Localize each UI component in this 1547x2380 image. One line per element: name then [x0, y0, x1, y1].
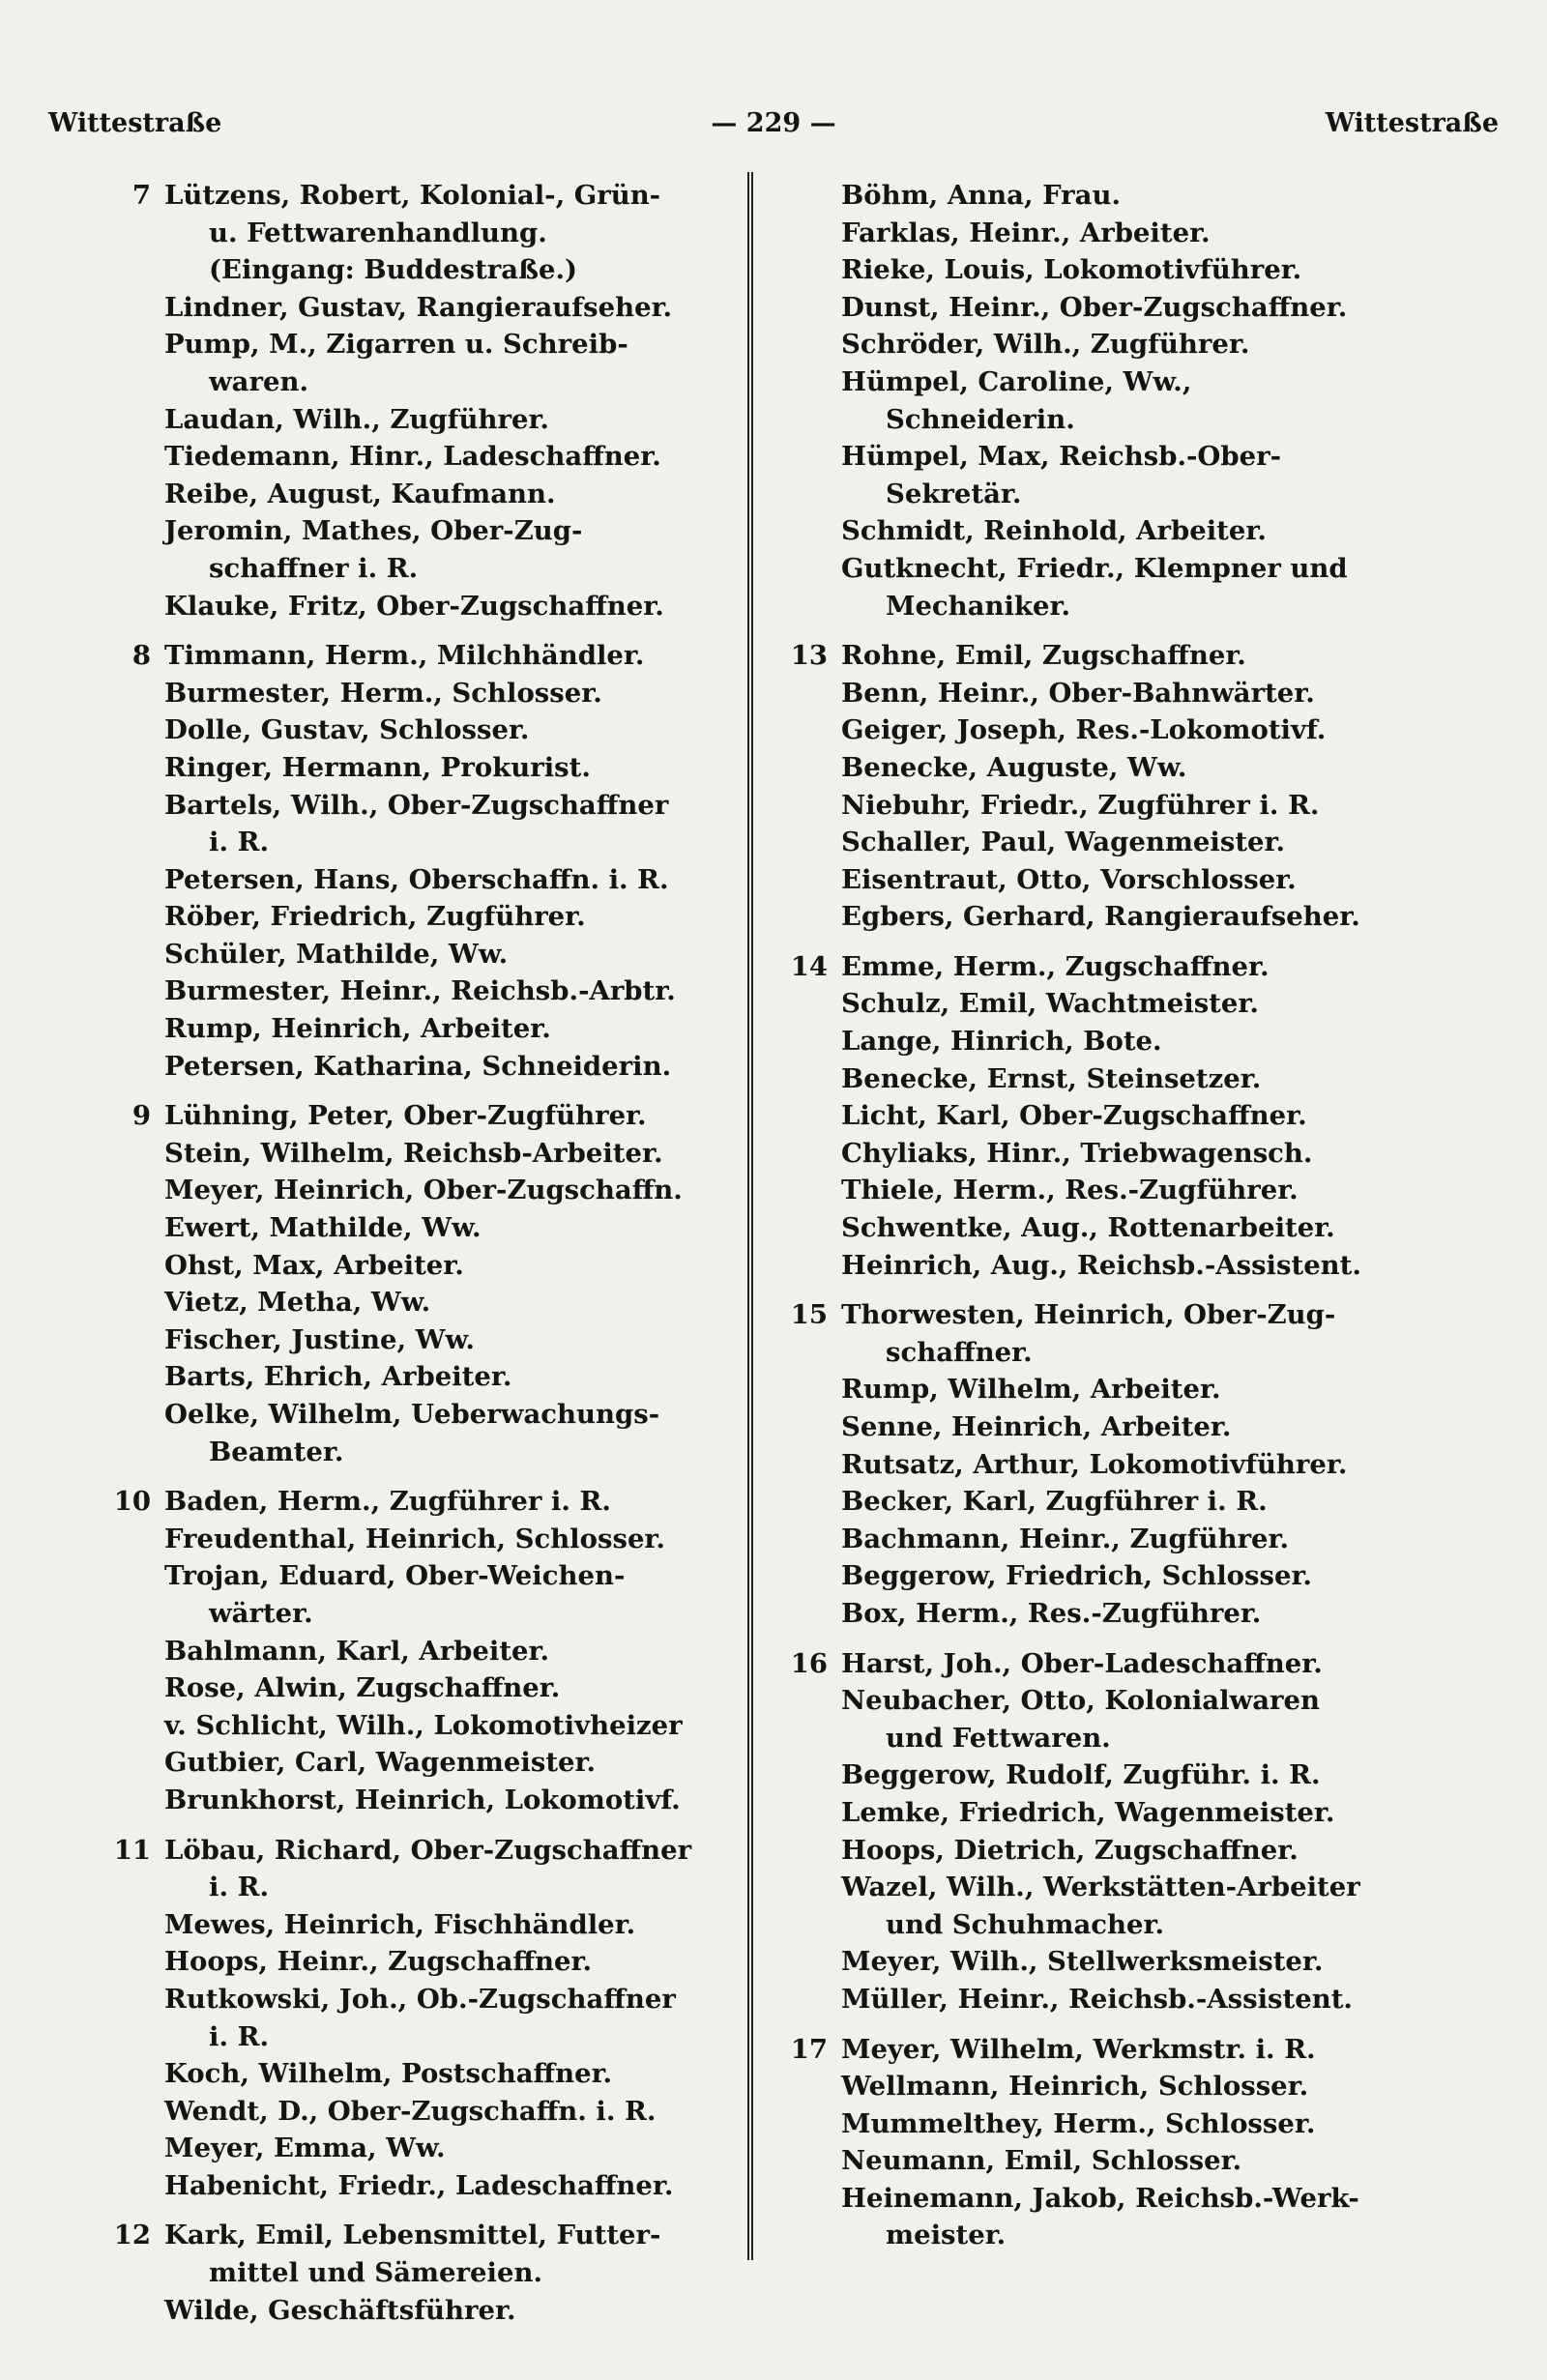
directory-entry [104, 1557, 743, 1632]
directory-entry [104, 1521, 743, 1558]
directory-entry [781, 711, 1458, 749]
entry-text: Rump, Heinrich, Arbeiter. [164, 1013, 551, 1045]
entry-text: Wendt, D., Ober-Zugschaffn. i. R. [164, 2095, 657, 2127]
directory-entry [104, 1782, 743, 1819]
directory-entry [781, 1408, 1458, 1446]
entry-text: Harst, Joh., Ober-Ladeschaffner. [841, 1647, 1323, 1679]
entry-continuation: Beamter. [209, 1436, 344, 1467]
house-number: 7 [131, 180, 151, 211]
directory-entry [781, 948, 1458, 986]
column-divider [747, 172, 753, 2260]
entry-text: Löbau, Richard, Ober-Zugschaffner [164, 1834, 692, 1866]
entry-text: Meyer, Heinrich, Ober-Zugschaffn. [164, 1175, 683, 1206]
house-number: 8 [131, 640, 151, 672]
directory-entry [104, 1321, 743, 1359]
directory-entry [781, 1595, 1458, 1633]
entry-continuation: schaffner i. R. [209, 552, 419, 584]
directory-entry [104, 1981, 743, 2055]
entry-text: Licht, Karl, Ober-Zugschaffner. [841, 1100, 1307, 1132]
entry-text: Müller, Heinr., Reichsb.-Assistent. [841, 1983, 1353, 2015]
entry-text: Thorwesten, Heinrich, Ober-Zug- [841, 1299, 1336, 1331]
entry-text: Meyer, Wilh., Stellwerksmeister. [841, 1946, 1324, 1978]
directory-entry [104, 1943, 743, 1981]
directory-entry [781, 1209, 1458, 1247]
directory-entry [781, 1521, 1458, 1558]
directory-entry [781, 326, 1458, 363]
directory-entry [104, 438, 743, 476]
entry-continuation: i. R. [209, 827, 270, 858]
directory-entry [781, 1943, 1458, 1981]
directory-entry [104, 1358, 743, 1396]
entry-continuation: i. R. [209, 1872, 270, 1903]
directory-entry [104, 1483, 743, 1521]
directory-entry [781, 1247, 1458, 1285]
entry-text: Jeromin, Mathes, Ober-Zug- [164, 515, 583, 547]
directory-entry [104, 512, 743, 587]
directory-entry [104, 1744, 743, 1782]
entry-text: Rutkowski, Joh., Ob.-Zugschaffner [164, 1983, 676, 2015]
entry-text: Ringer, Hermann, Prokurist. [164, 751, 591, 783]
house-number: 11 [113, 1834, 151, 1866]
entry-text: Habenicht, Friedr., Ladeschaffner. [164, 2169, 674, 2201]
entry-text: Meyer, Emma, Ww. [164, 2133, 446, 2164]
directory-entry [781, 512, 1458, 550]
directory-entry [781, 1756, 1458, 1794]
directory-entry [104, 936, 743, 973]
entry-text: Farklas, Heinr., Arbeiter. [841, 217, 1211, 248]
entry-text: Barts, Ehrich, Arbeiter. [164, 1361, 512, 1393]
entry-text: Rohne, Emil, Zugschaffner. [841, 640, 1246, 672]
entry-text: Rieke, Louis, Lokomotivführer. [841, 254, 1302, 286]
house-number: 13 [790, 640, 828, 672]
directory-entry [781, 2180, 1458, 2254]
entry-text: Klauke, Fritz, Ober-Zugschaffner. [164, 590, 664, 622]
directory-entry [104, 749, 743, 787]
directory-entry [104, 1247, 743, 1285]
entry-text: Gutknecht, Friedr., Klempner und [841, 552, 1348, 584]
entry-text: Heinrich, Aug., Reichsb.-Assistent. [841, 1249, 1361, 1281]
directory-entry [781, 2105, 1458, 2143]
entry-text: Dolle, Gustav, Schlosser. [164, 714, 530, 746]
entry-text: Baden, Herm., Zugführer i. R. [164, 1486, 611, 1518]
directory-entry [781, 2142, 1458, 2180]
entry-text: Bachmann, Heinr., Zugführer. [841, 1523, 1290, 1554]
directory-entry [781, 215, 1458, 252]
directory-entry [781, 251, 1458, 289]
directory-entry [104, 1396, 743, 1470]
directory-entry [781, 1296, 1458, 1371]
directory-entry [104, 1172, 743, 1209]
entry-text: Wilde, Geschäftsführer. [164, 2294, 516, 2326]
entry-text: Hümpel, Caroline, Ww., [841, 365, 1192, 397]
entry-text: Mewes, Heinrich, Fischhändler. [164, 1908, 636, 1940]
entry-text: Lange, Hinrich, Bote. [841, 1026, 1162, 1058]
entry-text: Pump, M., Zigarren u. Schreib- [164, 329, 628, 361]
directory-entry [781, 363, 1458, 438]
entry-text: Schüler, Mathilde, Ww. [164, 938, 509, 970]
directory-entry [104, 2167, 743, 2205]
entry-text: Trojan, Eduard, Ober-Weichen- [164, 1560, 626, 1592]
entry-text: Neumann, Emil, Schlosser. [841, 2145, 1242, 2177]
directory-entry [781, 1097, 1458, 1135]
directory-entry [781, 2031, 1458, 2069]
house-number: 9 [131, 1100, 151, 1132]
entry-text: Benecke, Ernst, Steinsetzer. [841, 1062, 1262, 1094]
directory-entry [104, 675, 743, 712]
entry-text: Schmidt, Reinhold, Arbeiter. [841, 515, 1267, 547]
directory-entry [781, 289, 1458, 327]
page-number: — 229 — [711, 108, 836, 138]
directory-entry [104, 972, 743, 1010]
right-column [781, 177, 1458, 2254]
running-head-right: Wittestraße [1325, 108, 1499, 138]
entry-text: Timmann, Herm., Milchhändler. [164, 640, 645, 672]
entry-text: Laudan, Wilh., Zugführer. [164, 403, 549, 435]
entry-text: Lühning, Peter, Ober-Zugführer. [164, 1100, 647, 1132]
entry-text: Beggerow, Friedrich, Schlosser. [841, 1560, 1313, 1592]
entry-continuation: wärter. [209, 1597, 313, 1629]
directory-entry [781, 1869, 1458, 1943]
directory-entry [104, 2093, 743, 2131]
directory-entry [104, 401, 743, 439]
directory-entry [104, 1284, 743, 1321]
entry-text: Rutsatz, Arthur, Lokomotivführer. [841, 1448, 1348, 1480]
entry-text: Petersen, Hans, Oberschaffn. i. R. [164, 863, 669, 895]
directory-entry [781, 1645, 1458, 1683]
entry-continuation: mittel und Sämereien. [209, 2257, 543, 2289]
entry-text: Brunkhorst, Heinrich, Lokomotivf. [164, 1784, 681, 1815]
directory-entry [104, 2130, 743, 2167]
directory-entry [781, 1832, 1458, 1870]
entry-text: Koch, Wilhelm, Postschaffner. [164, 2058, 613, 2090]
entry-text: Bahlmann, Karl, Arbeiter. [164, 1635, 550, 1667]
entry-text: Box, Herm., Res.-Zugführer. [841, 1597, 1262, 1629]
entry-text: Lindner, Gustav, Rangieraufseher. [164, 291, 673, 323]
entry-text: Beggerow, Rudolf, Zugführ. i. R. [841, 1759, 1321, 1791]
page-header [48, 108, 1499, 157]
directory-entry [104, 2292, 743, 2330]
directory-entry [104, 2217, 743, 2291]
directory-entry [104, 177, 743, 289]
directory-entry [104, 637, 743, 675]
entry-text: Benn, Heinr., Ober-Bahnwärter. [841, 677, 1315, 709]
house-number: 10 [113, 1486, 151, 1518]
directory-entry [781, 1682, 1458, 1756]
entry-text: Benecke, Auguste, Ww. [841, 751, 1187, 783]
entry-text: Wellmann, Heinrich, Schlosser. [841, 2071, 1309, 2103]
entry-text: Wazel, Wilh., Werkstätten-Arbeiter [841, 1872, 1360, 1903]
directory-entry [781, 861, 1458, 899]
directory-entry [104, 711, 743, 749]
entry-text: Hümpel, Max, Reichsb.-Ober- [841, 441, 1282, 473]
entry-text: Chyliaks, Hinr., Triebwagensch. [841, 1137, 1313, 1169]
entry-text: Hoops, Dietrich, Zugschaffner. [841, 1834, 1299, 1866]
entry-continuation: (Eingang: Buddestraße.) [209, 254, 578, 286]
entry-text: Stein, Wilhelm, Reichsb-Arbeiter. [164, 1137, 663, 1169]
directory-entry [781, 787, 1458, 825]
entry-text: Lemke, Friedrich, Wagenmeister. [841, 1796, 1335, 1828]
entry-text: Niebuhr, Friedr., Zugführer i. R. [841, 789, 1320, 821]
directory-entry [104, 1097, 743, 1135]
directory-entry [781, 1794, 1458, 1832]
directory-entry [104, 898, 743, 936]
entry-text: Petersen, Katharina, Schneiderin. [164, 1050, 672, 1082]
directory-entry [781, 898, 1458, 936]
entry-continuation: Schneiderin. [886, 403, 1075, 435]
entry-text: Reibe, August, Kaufmann. [164, 478, 556, 509]
running-head-left: Wittestraße [48, 108, 222, 138]
entry-text: Egbers, Gerhard, Rangieraufseher. [841, 901, 1360, 933]
entry-continuation: schaffner. [886, 1336, 1033, 1368]
directory-entry [781, 749, 1458, 787]
entry-text: Lützens, Robert, Kolonial-, Grün- [164, 180, 661, 211]
entry-text: Oelke, Wilhelm, Ueberwachungs- [164, 1399, 660, 1430]
entry-text: Ewert, Mathilde, Ww. [164, 1212, 482, 1244]
directory-entry [104, 1633, 743, 1670]
directory-entry [104, 588, 743, 625]
directory-entry [781, 1557, 1458, 1595]
directory-entry [104, 326, 743, 400]
entry-text: Neubacher, Otto, Kolonialwaren [841, 1685, 1320, 1717]
entry-text: Hoops, Heinr., Zugschaffner. [164, 1946, 593, 1978]
directory-entry [104, 861, 743, 899]
directory-entry [781, 985, 1458, 1023]
entry-continuation: u. Fettwarenhandlung. [209, 217, 547, 248]
house-number: 14 [790, 950, 828, 982]
entry-text: Becker, Karl, Zugführer i. R. [841, 1486, 1268, 1518]
entry-text: Böhm, Anna, Frau. [841, 180, 1122, 211]
directory-entry [781, 637, 1458, 675]
entry-continuation: i. R. [209, 2020, 270, 2052]
directory-entry [781, 550, 1458, 624]
directory-entry [781, 675, 1458, 712]
entry-text: Schwentke, Aug., Rottenarbeiter. [841, 1212, 1335, 1244]
entry-text: Rose, Alwin, Zugschaffner. [164, 1672, 561, 1704]
directory-entry [104, 289, 743, 327]
entry-text: Vietz, Metha, Ww. [164, 1287, 431, 1319]
entry-text: Mummelthey, Herm., Schlosser. [841, 2107, 1316, 2139]
directory-entry [781, 1981, 1458, 2018]
entry-text: Burmester, Herm., Schlosser. [164, 677, 602, 709]
entry-text: Kark, Emil, Lebensmittel, Futter- [164, 2220, 661, 2251]
entry-text: Schröder, Wilh., Zugführer. [841, 329, 1250, 361]
house-number: 12 [113, 2220, 151, 2251]
directory-entry [104, 1048, 743, 1086]
entry-continuation: Sekretär. [886, 478, 1022, 509]
left-column [104, 177, 743, 2329]
directory-entry [781, 1483, 1458, 1521]
entry-text: v. Schlicht, Wilh., Lokomotivheizer [164, 1709, 683, 1741]
entry-text: Emme, Herm., Zugschaffner. [841, 950, 1270, 982]
entry-text: Heinemann, Jakob, Reichsb.-Werk- [841, 2182, 1359, 2214]
directory-entry [781, 2068, 1458, 2105]
directory-entry [781, 1060, 1458, 1098]
entry-text: Tiedemann, Hinr., Ladeschaffner. [164, 441, 661, 473]
entry-text: Fischer, Justine, Ww. [164, 1323, 475, 1355]
entry-text: Schulz, Emil, Wachtmeister. [841, 988, 1259, 1020]
house-number: 15 [790, 1299, 828, 1331]
directory-entry [781, 1135, 1458, 1173]
directory-entry [781, 177, 1458, 215]
directory-entry [781, 1446, 1458, 1484]
directory-entry [781, 1172, 1458, 1209]
entry-text: Burmester, Heinr., Reichsb.-Arbtr. [164, 975, 676, 1007]
directory-entry [104, 1135, 743, 1173]
entry-continuation: und Schuhmacher. [886, 1908, 1165, 1940]
entry-text: Geiger, Joseph, Res.-Lokomotivf. [841, 714, 1327, 746]
entry-text: Gutbier, Carl, Wagenmeister. [164, 1747, 597, 1779]
directory-entry [104, 2055, 743, 2093]
entry-text: Senne, Heinrich, Arbeiter. [841, 1411, 1232, 1442]
directory-entry [781, 1023, 1458, 1060]
entry-continuation: meister. [886, 2220, 1007, 2251]
directory-entry [104, 787, 743, 861]
entry-text: Eisentraut, Otto, Vorschlosser. [841, 863, 1297, 895]
directory-entry [781, 1371, 1458, 1408]
entry-text: Ohst, Max, Arbeiter. [164, 1249, 464, 1281]
directory-entry [104, 1707, 743, 1745]
directory-entry [781, 438, 1458, 512]
entry-continuation: und Fettwaren. [886, 1722, 1111, 1754]
house-number: 16 [790, 1647, 828, 1679]
directory-entry [104, 1209, 743, 1247]
entry-text: Thiele, Herm., Res.-Zugführer. [841, 1175, 1299, 1206]
directory-entry [104, 1010, 743, 1048]
entry-text: Röber, Friedrich, Zugführer. [164, 901, 586, 933]
entry-text: Rump, Wilhelm, Arbeiter. [841, 1374, 1221, 1406]
entry-text: Schaller, Paul, Wagenmeister. [841, 827, 1286, 858]
directory-entry [104, 1906, 743, 1944]
directory-entry [781, 824, 1458, 861]
entry-text: Bartels, Wilh., Ober-Zugschaffner [164, 789, 669, 821]
entry-text: Freudenthal, Heinrich, Schlosser. [164, 1523, 665, 1554]
entry-text: Dunst, Heinr., Ober-Zugschaffner. [841, 291, 1348, 323]
directory-entry [104, 476, 743, 513]
directory-entry [104, 1832, 743, 1906]
house-number: 17 [790, 2033, 828, 2065]
entry-continuation: Mechaniker. [886, 590, 1071, 622]
entry-continuation: waren. [209, 365, 309, 397]
directory-entry [104, 1669, 743, 1707]
entry-text: Meyer, Wilhelm, Werkmstr. i. R. [841, 2033, 1316, 2065]
